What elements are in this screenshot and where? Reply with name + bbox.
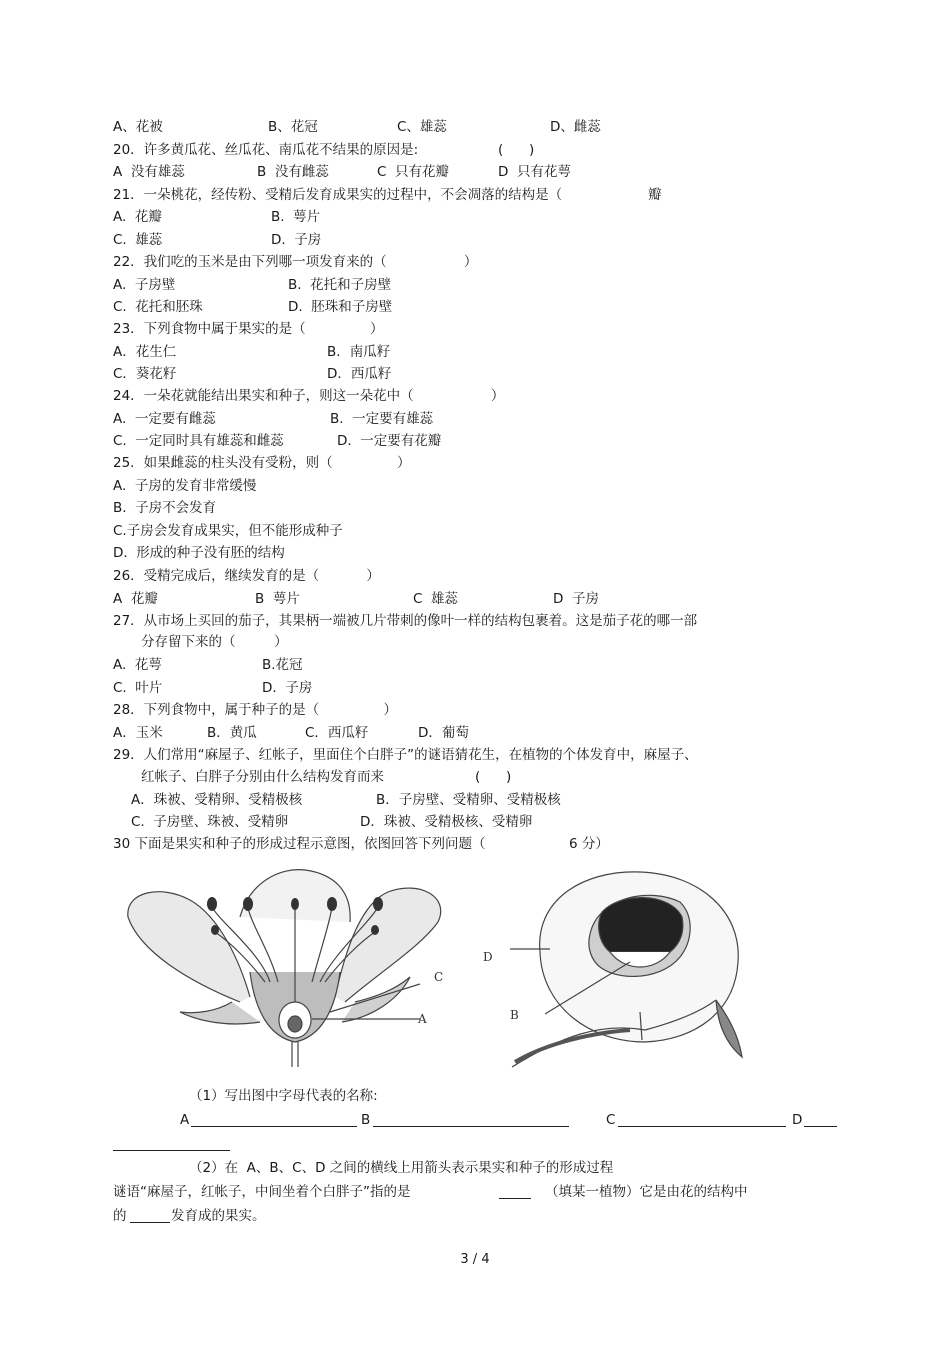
- q24-option-d: D. 一定要有花瓣: [337, 433, 442, 449]
- riddle-line2-start: 的: [113, 1208, 127, 1224]
- q20-option-c: C 只有花瓣: [377, 164, 450, 180]
- q21-option-b: B. 萼片: [271, 209, 321, 225]
- q20-paren: ( ): [498, 142, 535, 158]
- blank-d-label: D: [792, 1112, 803, 1128]
- q28-option-c: C．西瓜籽: [305, 725, 369, 741]
- q23-option-d: D．西瓜籽: [327, 366, 392, 382]
- q22-stem: 22．我们吃的玉米是由下列哪一项发育来的（ ）: [113, 254, 478, 270]
- riddle-line2-end: 发育成的果实。: [171, 1208, 266, 1224]
- q19-option-c: C、雄蕊: [397, 119, 447, 135]
- q27-option-d: D. 子房: [262, 680, 313, 696]
- q26-stem: 26．受精完成后，继续发育的是（ ）: [113, 568, 380, 584]
- q28-option-d: D．葡萄: [418, 725, 469, 741]
- q19-option-d: D、雌蕊: [550, 119, 601, 135]
- q21-option-c: C. 雄蕊: [113, 232, 163, 248]
- q27-stem-line2: 分存留下来的（ ）: [141, 634, 288, 650]
- q21-option-a: A. 花瓣: [113, 209, 162, 225]
- q23-option-c: C．葵花籽: [113, 366, 177, 382]
- q29-option-b: B．子房壁、受精卵、受精极核: [376, 792, 561, 808]
- q22-option-a: A. 子房壁: [113, 277, 176, 293]
- riddle-plant-blank[interactable]: [499, 1198, 531, 1199]
- blank-c-label: C: [606, 1112, 616, 1128]
- q22-option-d: D. 胚珠和子房壁: [288, 299, 393, 315]
- q30-score: 6 分）: [569, 836, 609, 852]
- q20-option-d: D 只有花萼: [498, 164, 571, 180]
- blank-d-line-continued[interactable]: [113, 1150, 230, 1151]
- q26-option-d: D 子房: [553, 591, 599, 607]
- q23-option-b: B．南瓜籽: [327, 344, 391, 360]
- riddle-line1-end: （填某一植物）它是由花的结构中: [545, 1184, 748, 1200]
- fruit-section-figure: [480, 862, 755, 1074]
- q29-paren: ( ): [475, 769, 512, 785]
- blank-d-line[interactable]: [804, 1126, 837, 1127]
- q19-option-a: A、花被: [113, 119, 163, 135]
- blank-c-line[interactable]: [618, 1126, 786, 1127]
- q22-option-c: C. 花托和胚珠: [113, 299, 203, 315]
- q24-option-a: A. 一定要有雌蕊: [113, 411, 216, 427]
- q25-option-d: D. 形成的种子没有胚的结构: [113, 545, 285, 561]
- fruit-section-drawing: [480, 862, 755, 1074]
- q25-option-a: A. 子房的发育非常缓慢: [113, 478, 257, 494]
- q23-stem: 23．下列食物中属于果实的是（ ）: [113, 321, 384, 337]
- q25-stem: 25．如果雌蕊的柱头没有受粉，则（ ）: [113, 455, 411, 471]
- q29-stem-line2: 红帐子、白胖子分别由什么结构发育而来: [141, 769, 384, 785]
- q27-option-a: A. 花萼: [113, 657, 162, 673]
- q28-option-a: A．玉米: [113, 725, 163, 741]
- flower-label-a: A: [418, 1012, 427, 1026]
- q20-option-a: A 没有雄蕊: [113, 164, 185, 180]
- blank-b-line[interactable]: [373, 1126, 569, 1127]
- q29-option-c: C. 子房壁、珠被、受精卵: [131, 814, 289, 830]
- q28-stem: 28．下列食物中，属于种子的是（ ）: [113, 702, 398, 718]
- q29-option-a: A．珠被、受精卵、受精极核: [131, 792, 303, 808]
- q23-option-a: A．花生仁: [113, 344, 177, 360]
- flower-section-drawing: [120, 862, 460, 1074]
- page-number: 3 / 4: [460, 1252, 490, 1267]
- q20-option-b: B 没有雌蕊: [257, 164, 329, 180]
- q24-stem: 24．一朵花就能结出果实和种子，则这一朵花中（ ）: [113, 388, 505, 404]
- q26-option-c: C 雄蕊: [413, 591, 459, 607]
- flower-label-c: C: [434, 970, 444, 984]
- q27-option-b: B.花冠: [262, 657, 303, 673]
- blank-a-label: A: [180, 1112, 190, 1128]
- q27-option-c: C. 叶片: [113, 680, 163, 696]
- q25-option-c: C.子房会发育成果实，但不能形成种子: [113, 523, 343, 539]
- q21-stem: 21．一朵桃花，经传粉、受精后发育成果实的过程中，不会凋落的结构是（ 瓣: [113, 187, 662, 203]
- q24-option-b: B. 一定要有雄蕊: [330, 411, 434, 427]
- q20-stem: 20．许多黄瓜花、丝瓜花、南瓜花不结果的原因是:: [113, 142, 419, 158]
- riddle-structure-blank[interactable]: [130, 1222, 170, 1223]
- q30-sub2: （2）在 A、B、C、D 之间的横线上用箭头表示果实和种子的形成过程: [189, 1160, 614, 1176]
- q30-stem: 30 下面是果实和种子的形成过程示意图，依图回答下列问题（: [113, 836, 486, 852]
- blank-b-label: B: [361, 1112, 371, 1128]
- riddle-line1: 谜语“麻屋子，红帐子，中间坐着个白胖子”指的是: [113, 1184, 411, 1200]
- q25-option-b: B. 子房不会发育: [113, 500, 217, 516]
- q27-stem-line1: 27．从市场上买回的茄子，其果柄一端被几片带刺的像叶一样的结构包裹着。这是茄子花的哪一部: [113, 613, 698, 629]
- q21-option-d: D. 子房: [271, 232, 322, 248]
- q28-option-b: B．黄瓜: [207, 725, 257, 741]
- q22-option-b: B. 花托和子房壁: [288, 277, 392, 293]
- q26-option-b: B 萼片: [255, 591, 300, 607]
- q26-option-a: A 花瓣: [113, 591, 158, 607]
- q29-option-d: D．珠被、受精极核、受精卵: [360, 814, 533, 830]
- flower-section-figure: [120, 862, 460, 1074]
- fruit-label-b: B: [510, 1008, 519, 1022]
- blank-a-line[interactable]: [191, 1126, 357, 1127]
- q19-option-b: B、花冠: [268, 119, 318, 135]
- q30-sub1: （1）写出图中字母代表的名称:: [189, 1088, 378, 1104]
- q24-option-c: C. 一定同时具有雄蕊和雌蕊: [113, 433, 284, 449]
- fruit-label-d: D: [483, 950, 493, 964]
- q29-stem-line1: 29．人们常用“麻屋子、红帐子，里面住个白胖子”的谜语猜花生，在植物的个体发育中，麻屋子、: [113, 747, 698, 763]
